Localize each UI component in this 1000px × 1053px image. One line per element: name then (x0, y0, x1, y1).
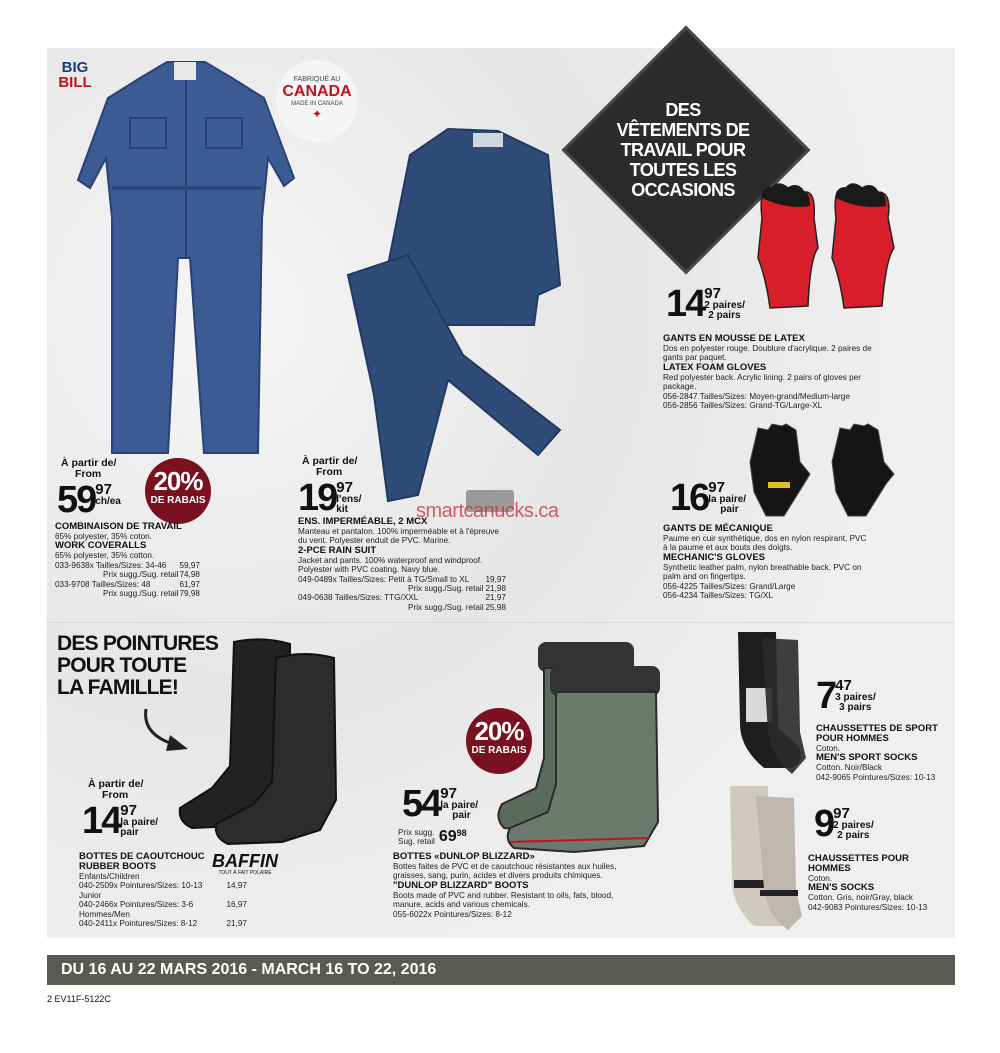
sku-right: 25,98 (485, 602, 506, 612)
price-unit-en: 2 pairs (837, 830, 870, 841)
sku-line (79, 919, 247, 928)
sku-left: 049-0638 Tailles/Sizes: TTG/XXL (298, 593, 419, 603)
maple-leaf-icon: ✦ (311, 107, 323, 121)
mens-socks-image (724, 780, 804, 932)
desc-fr: Bottes faites de PVC et de caoutchouc résistantes aux huiles, graisses, sang, purin, acides et divers produits chimiques. (393, 862, 617, 881)
from-label-en: From (75, 468, 102, 480)
sku-line (79, 900, 247, 909)
discount-badge (466, 708, 532, 774)
dunlop-description (393, 852, 641, 919)
desc-fr: Dos en polyester rouge. Doublure d'acrylique. 2 paires de gants par paquet. (663, 344, 872, 363)
sku-line (79, 891, 247, 900)
headline-line: OCCASIONS (631, 180, 735, 200)
watermark: smartcanucks.ca (416, 500, 559, 522)
price-unit-en: pair (720, 504, 739, 515)
from-label: À partir de/ (61, 457, 117, 469)
title-fr: BOTTES «DUNLOP BLIZZARD» (393, 851, 535, 862)
desc-fr: Coton. (816, 744, 841, 753)
sku-left: 040-2411x Pointures/Sizes: 8-12 (79, 919, 198, 929)
title-en: WORK COVERALLS (55, 540, 147, 552)
title-fr: GANTS DE MÉCANIQUE (663, 523, 773, 534)
sku-left: Hommes/Men (79, 909, 130, 919)
seal-bottom: MADE IN CANADA (291, 101, 343, 107)
desc-en: Cotton. Noir/Black (816, 763, 882, 773)
from-label-en: From (102, 789, 129, 801)
badge-percent: 20% (153, 466, 203, 496)
desc-fr: Paume en cuir synthétique, dos en nylon respirant, PVC à la paume et aux bouts des doigts. (663, 534, 867, 553)
sku-line (298, 593, 506, 602)
title-en: MEN'S SPORT SOCKS (816, 752, 918, 764)
sku-left: Prix sugg./Sug. retail (408, 602, 484, 612)
sku-left: Prix sugg./Sug. retail (103, 570, 179, 580)
coverall-image (72, 58, 300, 456)
sku-right: 61,97 (179, 579, 200, 589)
desc-en: Boots made of PVC and rubber. Resistant to oils, fats, blood, manure, acids and various chemicals. (393, 890, 614, 910)
sku-right: 16,97 (226, 900, 247, 910)
headline-line: VÊTEMENTS DE (616, 120, 750, 140)
sku-left: 033-9708 Tailles/Sizes: 48 (55, 579, 151, 589)
price-cents: 97 (120, 802, 137, 819)
headline-line: POUR TOUTE (57, 654, 187, 677)
title-en: LATEX FOAM GLOVES (663, 361, 767, 373)
section-divider (47, 622, 955, 623)
page-code: 2 EV11F-5122C (47, 994, 111, 1004)
sku-line (55, 580, 200, 589)
sku-line: 055-6022x Pointures/Sizes: 8-12 (393, 909, 512, 919)
sku-right: 21,97 (226, 919, 247, 929)
desc-en: Red polyester back. Acrylic lining. 2 pairs of gloves per package. (663, 372, 861, 392)
rubber-boots-price-block (82, 778, 202, 842)
price-unit-en: kit (336, 504, 348, 515)
discount-badge (145, 458, 211, 524)
price-main: 14 (82, 800, 121, 842)
title-en: MECHANIC'S GLOVES (663, 551, 766, 563)
desc-fr: Coton. (808, 874, 833, 883)
coveralls-description (55, 522, 200, 598)
logo-line1: BIG (61, 59, 89, 76)
sport-socks-image (732, 628, 808, 776)
sku-right: 21,98 (485, 584, 506, 594)
price-unit: 3 paires/ (835, 692, 876, 703)
mechanic-gloves-price (670, 477, 747, 519)
sku-right: 21,97 (485, 593, 506, 603)
price-unit: ch/ea (95, 496, 121, 507)
sku-right: 74,98 (179, 570, 200, 580)
price-cents: 97 (440, 785, 457, 802)
headline-line: DES (665, 100, 701, 120)
headline-line: TOUTES LES (629, 160, 737, 180)
sku-left: Prix sugg./Sug. retail (408, 584, 484, 594)
title-en: MEN'S SOCKS (808, 882, 875, 894)
date-banner: DU 16 AU 22 MARS 2016 - MARCH 16 TO 22, 2016 (47, 955, 955, 985)
price-unit-en: 3 pairs (839, 702, 872, 713)
price-cents: 97 (833, 805, 850, 822)
price-cents: 97 (95, 481, 112, 498)
title-fr: CHAUSSETTES POUR HOMMES (808, 853, 909, 874)
title-fr: COMBINAISON DE TRAVAIL (55, 521, 182, 532)
badge-label: DE RABAIS (471, 745, 527, 756)
sport-socks-description (816, 724, 946, 782)
sku-right: 59,97 (179, 560, 200, 570)
sku-right: 79,98 (179, 589, 200, 599)
sku-right: 14,97 (226, 881, 247, 891)
sport-socks-price (816, 675, 876, 717)
sku-left: Junior (79, 890, 102, 900)
rainsuit-description (298, 517, 506, 612)
price-main: 54 (402, 783, 441, 825)
sku-line: 056-2856 Tailles/Sizes: Grand-TG/Large-XL (663, 401, 823, 411)
sku-line (79, 872, 247, 881)
sugg-label-en: Sug. retail (398, 837, 435, 847)
mechanic-gloves-description (663, 524, 873, 600)
sku-line: 056-4225 Tailles/Sizes: Grand/Large (663, 581, 796, 591)
latex-gloves-price (666, 283, 745, 325)
price-cents: 97 (704, 285, 721, 302)
sugg-cents: 98 (456, 828, 467, 838)
logo-line2: BILL (58, 74, 92, 91)
price-unit: l'ens/ (336, 494, 362, 505)
sku-line (298, 584, 506, 593)
mens-socks-price (814, 803, 874, 845)
sku-line: 042-9083 Pointures/Sizes: 10-13 (808, 902, 928, 912)
latex-gloves-image (748, 178, 900, 314)
title-en: 2-PCE RAIN SUIT (298, 544, 377, 556)
sugg-price: 69 (438, 828, 457, 846)
price-main: 14 (666, 283, 705, 325)
price-unit: la paire/ (440, 800, 479, 811)
sku-line (298, 603, 506, 612)
title-fr: BOTTES DE CAOUTCHOUC (79, 851, 205, 862)
sku-line (55, 570, 200, 579)
headline-line: TRAVAIL POUR (620, 140, 746, 160)
title-fr: ENS. IMPERMÉABLE, 2 MCX (298, 516, 428, 527)
price-unit: 2 paires/ (704, 300, 745, 311)
baffin-sub: TOUT À FAIT POLAIRE (218, 870, 272, 876)
sku-left: 049-0489x Tailles/Sizes: Petit à TG/Small to XL (298, 574, 470, 584)
desc-fr: Manteau et pantalon. 100% imperméable et à l'épreuve du vent. Polyester enduit de PVC. Marine. (298, 527, 499, 546)
price-cents: 97 (336, 479, 353, 496)
price-unit-en: pair (452, 810, 471, 821)
rubber-boots-description (79, 852, 247, 928)
from-label: À partir de/ (88, 778, 144, 790)
title-fr: GANTS EN MOUSSE DE LATEX (663, 333, 805, 344)
price-main: 19 (298, 477, 337, 519)
price-main: 59 (57, 479, 96, 521)
title-en: "DUNLOP BLIZZARD" BOOTS (393, 879, 529, 891)
rainsuit-image (338, 125, 563, 505)
desc-fr: 65% polyester, 35% coton. (55, 532, 152, 541)
price-unit: la paire/ (120, 817, 159, 828)
sku-left: 040-2466x Pointures/Sizes: 3-6 (79, 900, 194, 910)
sku-line (55, 589, 200, 598)
price-cents: 97 (708, 479, 725, 496)
sku-line: 056-2847 Tailles/Sizes: Moyen-grand/Medium-large (663, 391, 850, 401)
mens-socks-description (808, 854, 948, 912)
mechanic-gloves-image (744, 422, 900, 518)
sku-left: 040-2509x Pointures/Sizes: 10-13 (79, 881, 203, 891)
sku-line: 056-4234 Tailles/Sizes: TG/XL (663, 591, 773, 601)
from-label: À partir de/ (302, 455, 358, 467)
sku-line (79, 881, 247, 890)
sku-left: Enfants/Children (79, 872, 140, 881)
price-main: 7 (816, 675, 836, 717)
dunlop-sugg-price (398, 828, 467, 847)
price-unit-en: 2 pairs (708, 310, 741, 321)
badge-label: DE RABAIS (150, 495, 206, 506)
baffin-brand: BAFFIN (212, 851, 278, 871)
badge-percent: 20% (474, 716, 524, 746)
sku-line (298, 575, 506, 584)
dunlop-price (402, 783, 479, 825)
sku-line: 042-9065 Pointures/Sizes: 10-13 (816, 772, 936, 782)
desc-en: Synthetic leather palm, nylon breathable back. PVC on palm and on fingertips. (663, 562, 862, 582)
latex-gloves-description (663, 334, 873, 410)
desc-en: 65% polyester, 35% cotton. (55, 551, 155, 561)
price-unit-en: pair (120, 827, 139, 838)
sku-line (79, 910, 247, 919)
price-main: 9 (814, 803, 834, 845)
price-main: 16 (670, 477, 709, 519)
price-unit: la paire/ (708, 494, 747, 505)
sugg-label: Prix sugg. (398, 828, 435, 837)
desc-en: Jacket and pants. 100% waterproof and windproof. Polyester with PVC coating. Navy blue. (298, 555, 483, 575)
headline-line: LA FAMILLE! (57, 676, 179, 699)
title-en: RUBBER BOOTS (79, 861, 157, 872)
title-fr: CHAUSSETTES DE SPORT POUR HOMMES (816, 723, 938, 744)
desc-en: Cotton. Gris, noir/Gray, black (808, 893, 913, 903)
price-cents: 47 (835, 677, 852, 694)
sku-left: Prix sugg./Sug. retail (103, 589, 179, 599)
seal-main: CANADA (282, 83, 352, 100)
sku-left: 033-9638x Tailles/Sizes: 34-46 (55, 560, 167, 570)
seal-top: FABRIQUÉ AU (293, 76, 341, 83)
price-unit: 2 paires/ (833, 820, 874, 831)
sku-right: 19,97 (485, 574, 506, 584)
headline-line: DES POINTURES (57, 632, 219, 655)
from-label-en: From (316, 466, 343, 478)
sku-line (55, 561, 200, 570)
